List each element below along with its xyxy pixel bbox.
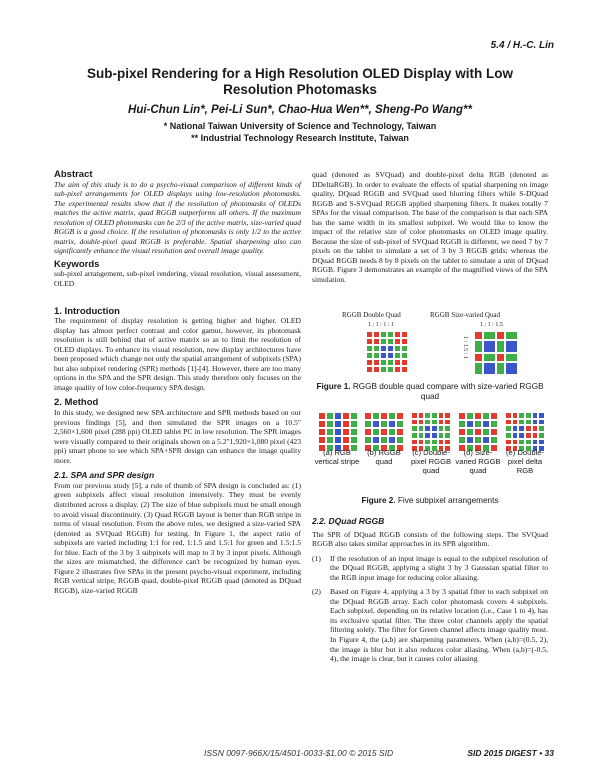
subpixel-cell xyxy=(490,412,498,420)
subpixel-cell xyxy=(496,362,505,375)
subpixel-cell xyxy=(388,412,396,420)
s22-item-2-text: Based on Figure 4, applying a 3 by 3 spatial filter to each subpixel on the DQuad RGGB array. Each color photomask covers 4 subpixels. Each subpixel, depending on its relative location (i.e., Case 1 to 4), has its exclusive spatial filter. The three color channels apply the spatial filtering solely. The filter for Green channel affects image quality most. In Figure 4, the (a,b) are sharpening parameters. When (a,b)=(0.5, 2), the image is blur but it also reduces color aliasing. When (a,b)=(-0.5, 4), the image is clear, but it causes color aliasing xyxy=(330,587,548,664)
subpixel-cell xyxy=(444,432,451,439)
subpixel-cell xyxy=(326,412,334,420)
fig2-caption-label: Figure 2. xyxy=(361,496,396,505)
subpixel-cell xyxy=(342,412,350,420)
subpixel-cell xyxy=(394,359,401,366)
subpixel-cell xyxy=(372,412,380,420)
subpixel-cell xyxy=(444,412,451,419)
subpixel-cell xyxy=(525,419,532,426)
subpixel-cell xyxy=(380,331,387,338)
subpixel-cell xyxy=(505,412,512,419)
subpixel-cell xyxy=(373,359,380,366)
subpixel-cell xyxy=(474,340,483,353)
subpixel-cell xyxy=(512,419,519,426)
subpixel-cell xyxy=(388,436,396,444)
subpixel-cell xyxy=(380,366,387,373)
subpixel-cell xyxy=(431,439,438,446)
subpixel-cell xyxy=(518,412,525,419)
subpixel-cell xyxy=(532,419,539,426)
subpixel-cell xyxy=(373,331,380,338)
fig2-sublabel-d: (d) Size-varied RGGB quad xyxy=(455,448,501,475)
subpixel-cell xyxy=(538,439,545,446)
subpixel-cell xyxy=(418,412,425,419)
subpixel-cell xyxy=(394,331,401,338)
subpixel-cell xyxy=(518,439,525,446)
subpixel-cell xyxy=(380,412,388,420)
subpixel-cell xyxy=(411,419,418,426)
fig1-label-right: RGGB Size-varied Quad xyxy=(430,311,500,319)
s22-section xyxy=(312,517,548,664)
subpixel-cell xyxy=(387,338,394,345)
s21-heading: 2.1. SPA and SPR design xyxy=(54,470,155,481)
subpixel-cell xyxy=(394,366,401,373)
subpixel-cell xyxy=(424,412,431,419)
session-header: 5.4 / H.-C. Lin xyxy=(490,40,554,51)
subpixel-cell xyxy=(342,420,350,428)
subpixel-cell xyxy=(505,362,518,375)
subpixel-cell xyxy=(532,439,539,446)
subpixel-cell xyxy=(525,432,532,439)
subpixel-cell xyxy=(380,338,387,345)
subpixel-cell xyxy=(366,366,373,373)
subpixel-cell xyxy=(387,345,394,352)
subpixel-cell xyxy=(482,420,490,428)
fig1-ratio-right: 1 : 1 : 1.5 xyxy=(480,322,503,328)
keywords-heading: Keywords xyxy=(54,258,100,270)
subpixel-cell xyxy=(366,352,373,359)
subpixel-cell xyxy=(474,436,482,444)
subpixel-cell xyxy=(334,412,342,420)
subpixel-cell xyxy=(438,419,445,426)
fig1-double-quad-grid xyxy=(366,331,408,373)
subpixel-cell xyxy=(532,412,539,419)
subpixel-cell xyxy=(490,420,498,428)
subpixel-cell xyxy=(401,359,408,366)
subpixel-cell xyxy=(373,366,380,373)
subpixel-cell xyxy=(372,420,380,428)
subpixel-cell xyxy=(518,425,525,432)
fig2-sublabel-e: (e) Double-pixel delta RGB xyxy=(506,448,544,475)
subpixel-cell xyxy=(505,425,512,432)
subpixel-cell xyxy=(438,439,445,446)
subpixel-cell xyxy=(474,420,482,428)
subpixel-cell xyxy=(334,420,342,428)
subpixel-cell xyxy=(525,425,532,432)
subpixel-cell xyxy=(342,428,350,436)
authors: Hui-Chun Lin*, Pei-Li Sun*, Chao-Hua Wen**, Sheng-Po Wang** xyxy=(128,104,472,116)
fig1-ratio-vert: 1 : 1.5 : 1 xyxy=(462,336,468,359)
subpixel-cell xyxy=(411,439,418,446)
subpixel-cell xyxy=(512,412,519,419)
method-heading: 2. Method xyxy=(54,397,99,409)
subpixel-cell xyxy=(466,428,474,436)
subpixel-cell xyxy=(387,366,394,373)
subpixel-cell xyxy=(525,412,532,419)
subpixel-cell xyxy=(532,425,539,432)
subpixel-cell xyxy=(318,412,326,420)
subpixel-cell xyxy=(474,353,483,362)
fig1-ratio-left: 1 : 1 : 1 : 1 xyxy=(368,322,395,328)
subpixel-cell xyxy=(512,432,519,439)
subpixel-cell xyxy=(373,345,380,352)
subpixel-cell xyxy=(490,436,498,444)
subpixel-cell xyxy=(505,331,518,340)
footer-issn: ISSN 0097-966X/15/4501-0033-$1.00 © 2015 SID xyxy=(204,748,394,758)
subpixel-cell xyxy=(350,412,358,420)
subpixel-cell xyxy=(424,439,431,446)
subpixel-cell xyxy=(364,428,372,436)
s22-item-2-num: (2) xyxy=(312,587,321,597)
subpixel-cell xyxy=(538,432,545,439)
subpixel-cell xyxy=(496,353,505,362)
fig2-sublabel-b: (b) RGGB quad xyxy=(367,448,401,466)
subpixel-cell xyxy=(474,428,482,436)
subpixel-cell xyxy=(342,436,350,444)
right-paragraph: quad (denoted as SVQuad) and double-pixel delta RGB (denoted as DDeltaRGB). In order to evaluate the effects of spatial sharpening on image quality, DQuad RGGB and SVQuad used blurring filters while S-DQuad RGGB and S-SVQuad RGGB applied sharpening filters. It makes totally 7 SPAs for the visual comparison. The base of the comparison is that each SPA has the same width in its smallest subpixel. We would like to know the impact of the relative size of color photomasks on OLED image quality. Because the size of sub-pixel of SVQuad RGGB is different, we need 7 by 7 pixels on the tablet to simulate a set of 3 by 3 RGGB grids; whereas the DQuad RGGB needs 8 by 8 pixels on the tablet to simulate a unit of DQuad RGGB. Figure 3 demonstrates an example of the magnified views of the SPA simulation. xyxy=(312,170,548,285)
s21-text: From our previous study [5], a rule of thumb of SPA design is concluded as: (1) green subpixels affect visual resolution intensively. They must be evenly distributed across a display. (2) The size of blue subpixels must be small enough to avoid visual discontinuity. (3) Quad RGGB layout is better than RGB stripe in terms of visual resolution. From the above rules, we designed a size-varied SPA (denoted as SVQuad RGGB) for testing. In Figure 1, the aspect ratio of subpixels are varied including 1:1 for red, 1:1.5 and 1.5:1 for green and 1.5:1.5 for blue. Each of the 3 by 3 subpixels will map to 3 by 3 input pixels. Although the sizes are mismatched, the difference can't be recognized by human eyes. Figure 2 illustrates five SPAs in the present psycho-visual experiment, including RGB vertical stripe, RGGB quad, double-pixel RGGB quad (denoted as DQuad RGGB), size-varied RGGB xyxy=(54,480,301,595)
subpixel-cell xyxy=(483,353,496,362)
spa-rggb-quad xyxy=(364,412,404,452)
subpixel-cell xyxy=(512,425,519,432)
subpixel-cell xyxy=(538,412,545,419)
subpixel-cell xyxy=(387,359,394,366)
fig2-caption-text: Five subpixel arrangements xyxy=(397,496,499,505)
abstract-text: The aim of this study is to do a psycho-visual comparison of different kinds of sub-pixel arrangements for OLED displays using low-resolution photomasks. The experimental results show that if the resolution of photomasks of OLEDs matches the active matrix, quad RGGB outperforms all others. If the maximum resolution of OLED photomasks can be 2/3 of the active matrix, size-varied quad RGGB is a good choice. If the resolution of photomasks is only 1/2 to the active matrix, double-pixel quad RGGB is preferable. Spatial sharpening also can significantly enhance the visual resolution and overall image quality. xyxy=(54,179,301,256)
fig2-sublabel-a: (a) RGB vertical stripe xyxy=(314,448,360,466)
fig1-label-left: RGGB Double Quad xyxy=(342,311,401,319)
intro-heading: 1. Introduction xyxy=(54,305,120,317)
subpixel-cell xyxy=(512,439,519,446)
fig1-caption-text: RGGB double quad compare with size-varied RGGB quad xyxy=(352,382,544,401)
subpixel-cell xyxy=(380,352,387,359)
subpixel-cell xyxy=(396,412,404,420)
subpixel-cell xyxy=(318,420,326,428)
subpixel-cell xyxy=(490,428,498,436)
subpixel-cell xyxy=(380,345,387,352)
subpixel-cell xyxy=(474,412,482,420)
spa-size-varied xyxy=(458,412,498,452)
spa-rgb-stripe xyxy=(318,412,358,452)
subpixel-cell xyxy=(364,412,372,420)
abstract-heading: Abstract xyxy=(54,169,93,180)
subpixel-cell xyxy=(483,340,496,353)
subpixel-cell xyxy=(350,436,358,444)
intro-text: The requirement of display resolution is getting higher and higher. OLED display has almost perfect contrast and color gamut, however, its photomask resolution is still behind that of active matrix so as to limit the resolution of OLED displays. To enhance its visual resolution, new display architectures have been proposed which change not only the spatial arrangement of subpixels (SPA) but also subpixel rendering (SPR) methods [1]-[4]. However, there are too many options in the SPA and the SPR design. This study therefore only focuses on the image quality of low color-frequency SPA design. xyxy=(54,316,301,392)
subpixel-cell xyxy=(394,338,401,345)
subpixel-cell xyxy=(401,345,408,352)
subpixel-cell xyxy=(505,432,512,439)
subpixel-cell xyxy=(538,425,545,432)
subpixel-cell xyxy=(373,352,380,359)
subpixel-cell xyxy=(318,436,326,444)
subpixel-cell xyxy=(326,436,334,444)
subpixel-cell xyxy=(401,366,408,373)
subpixel-cell xyxy=(458,420,466,428)
subpixel-cell xyxy=(431,419,438,426)
subpixel-cell xyxy=(388,428,396,436)
footer-page: SID 2015 DIGEST • 33 xyxy=(467,748,554,758)
subpixel-cell xyxy=(418,425,425,432)
subpixel-cell xyxy=(418,439,425,446)
subpixel-cell xyxy=(350,428,358,436)
subpixel-cell xyxy=(424,425,431,432)
subpixel-cell xyxy=(318,428,326,436)
fig1-size-varied-grid xyxy=(474,331,518,375)
paper-title: Sub-pixel Rendering for a High Resolution OLED Display with Low Resolution Photomasks xyxy=(86,66,514,97)
spa-double-rggb xyxy=(411,412,451,452)
subpixel-cell xyxy=(380,428,388,436)
subpixel-cell xyxy=(466,412,474,420)
subpixel-cell xyxy=(396,436,404,444)
subpixel-cell xyxy=(525,439,532,446)
subpixel-cell xyxy=(326,420,334,428)
subpixel-cell xyxy=(483,362,496,375)
subpixel-cell xyxy=(334,436,342,444)
subpixel-cell xyxy=(483,331,496,340)
subpixel-cell xyxy=(366,331,373,338)
subpixel-cell xyxy=(458,428,466,436)
subpixel-cell xyxy=(444,419,451,426)
subpixel-cell xyxy=(380,420,388,428)
subpixel-cell xyxy=(518,432,525,439)
subpixel-cell xyxy=(482,412,490,420)
subpixel-cell xyxy=(505,419,512,426)
subpixel-cell xyxy=(505,353,518,362)
subpixel-cell xyxy=(411,432,418,439)
subpixel-cell xyxy=(505,439,512,446)
subpixel-cell xyxy=(418,432,425,439)
method-text: In this study, we designed new SPA architecture and SPR methods based on our previous findings [5], and then simulated the SPR images on a 10.5" 2,560×1,600 pixel (288 ppi) OLED tablet PC in low resolution. The SPR images were visually compared to their originals shown on a 5.2"1,920×1,080 pixel (423 ppi) smart phone to see which SPA+SPR design can enhance the image quality more. xyxy=(54,408,301,465)
subpixel-cell xyxy=(411,412,418,419)
subpixel-cell xyxy=(364,420,372,428)
subpixel-cell xyxy=(366,345,373,352)
subpixel-cell xyxy=(438,412,445,419)
subpixel-cell xyxy=(474,362,483,375)
subpixel-cell xyxy=(394,345,401,352)
subpixel-cell xyxy=(372,428,380,436)
s22-text: The SPR of DQuad RGGB consists of the following steps. The SVQuad RGGB also takes similar approaches in its SPR algorithm. xyxy=(312,529,548,549)
subpixel-cell xyxy=(424,419,431,426)
subpixel-cell xyxy=(532,432,539,439)
subpixel-cell xyxy=(401,338,408,345)
subpixel-cell xyxy=(458,412,466,420)
subpixel-cell xyxy=(505,340,518,353)
fig1-caption-label: Figure 1. xyxy=(316,382,351,391)
left-column xyxy=(54,170,301,595)
subpixel-cell xyxy=(474,331,483,340)
subpixel-cell xyxy=(431,425,438,432)
affiliation-2: ** Industrial Technology Research Institute, Taiwan xyxy=(191,133,409,143)
subpixel-cell xyxy=(366,359,373,366)
keywords-text: sub-pixel arrangement, sub-pixel rendering, visual resolution, visual assessment, OLED xyxy=(54,269,301,289)
fig2-caption xyxy=(312,496,548,505)
subpixel-cell xyxy=(444,425,451,432)
subpixel-cell xyxy=(364,436,372,444)
subpixel-cell xyxy=(372,436,380,444)
s22-item-1-num: (1) xyxy=(312,553,321,563)
subpixel-cell xyxy=(350,420,358,428)
s22-item-1-text: If the resolution of an input image is equal to the subpixel resolution of the DQuad RGGB, applying a slight 3 by 3 Gaussian spatial filter to the RGB input image for reducing color aliasing. xyxy=(330,553,548,582)
s22-heading: 2.2. DQuad RGGB xyxy=(312,516,385,526)
spa-double-delta xyxy=(505,412,545,452)
subpixel-cell xyxy=(496,340,505,353)
subpixel-cell xyxy=(482,436,490,444)
fig2-sublabel-c: (c) Double-pixel RGGB quad xyxy=(410,448,452,475)
subpixel-cell xyxy=(373,338,380,345)
subpixel-cell xyxy=(401,331,408,338)
subpixel-cell xyxy=(411,425,418,432)
subpixel-cell xyxy=(482,428,490,436)
subpixel-cell xyxy=(380,436,388,444)
subpixel-cell xyxy=(444,439,451,446)
subpixel-cell xyxy=(438,425,445,432)
subpixel-cell xyxy=(466,436,474,444)
subpixel-cell xyxy=(424,432,431,439)
subpixel-cell xyxy=(431,432,438,439)
subpixel-cell xyxy=(518,419,525,426)
subpixel-cell xyxy=(326,428,334,436)
subpixel-cell xyxy=(496,331,505,340)
s22-item-2 xyxy=(312,587,548,663)
subpixel-cell xyxy=(466,420,474,428)
subpixel-cell xyxy=(387,331,394,338)
subpixel-cell xyxy=(431,412,438,419)
subpixel-cell xyxy=(396,420,404,428)
subpixel-cell xyxy=(366,338,373,345)
subpixel-cell xyxy=(418,419,425,426)
subpixel-cell xyxy=(388,420,396,428)
subpixel-cell xyxy=(334,428,342,436)
affiliation-1: * National Taiwan University of Science and Technology, Taiwan xyxy=(163,121,437,131)
s22-item-1 xyxy=(312,554,548,583)
subpixel-cell xyxy=(396,428,404,436)
subpixel-cell xyxy=(387,352,394,359)
subpixel-cell xyxy=(380,359,387,366)
subpixel-cell xyxy=(458,436,466,444)
subpixel-cell xyxy=(538,419,545,426)
fig1-caption xyxy=(312,382,548,402)
subpixel-cell xyxy=(401,352,408,359)
subpixel-cell xyxy=(438,432,445,439)
subpixel-cell xyxy=(394,352,401,359)
